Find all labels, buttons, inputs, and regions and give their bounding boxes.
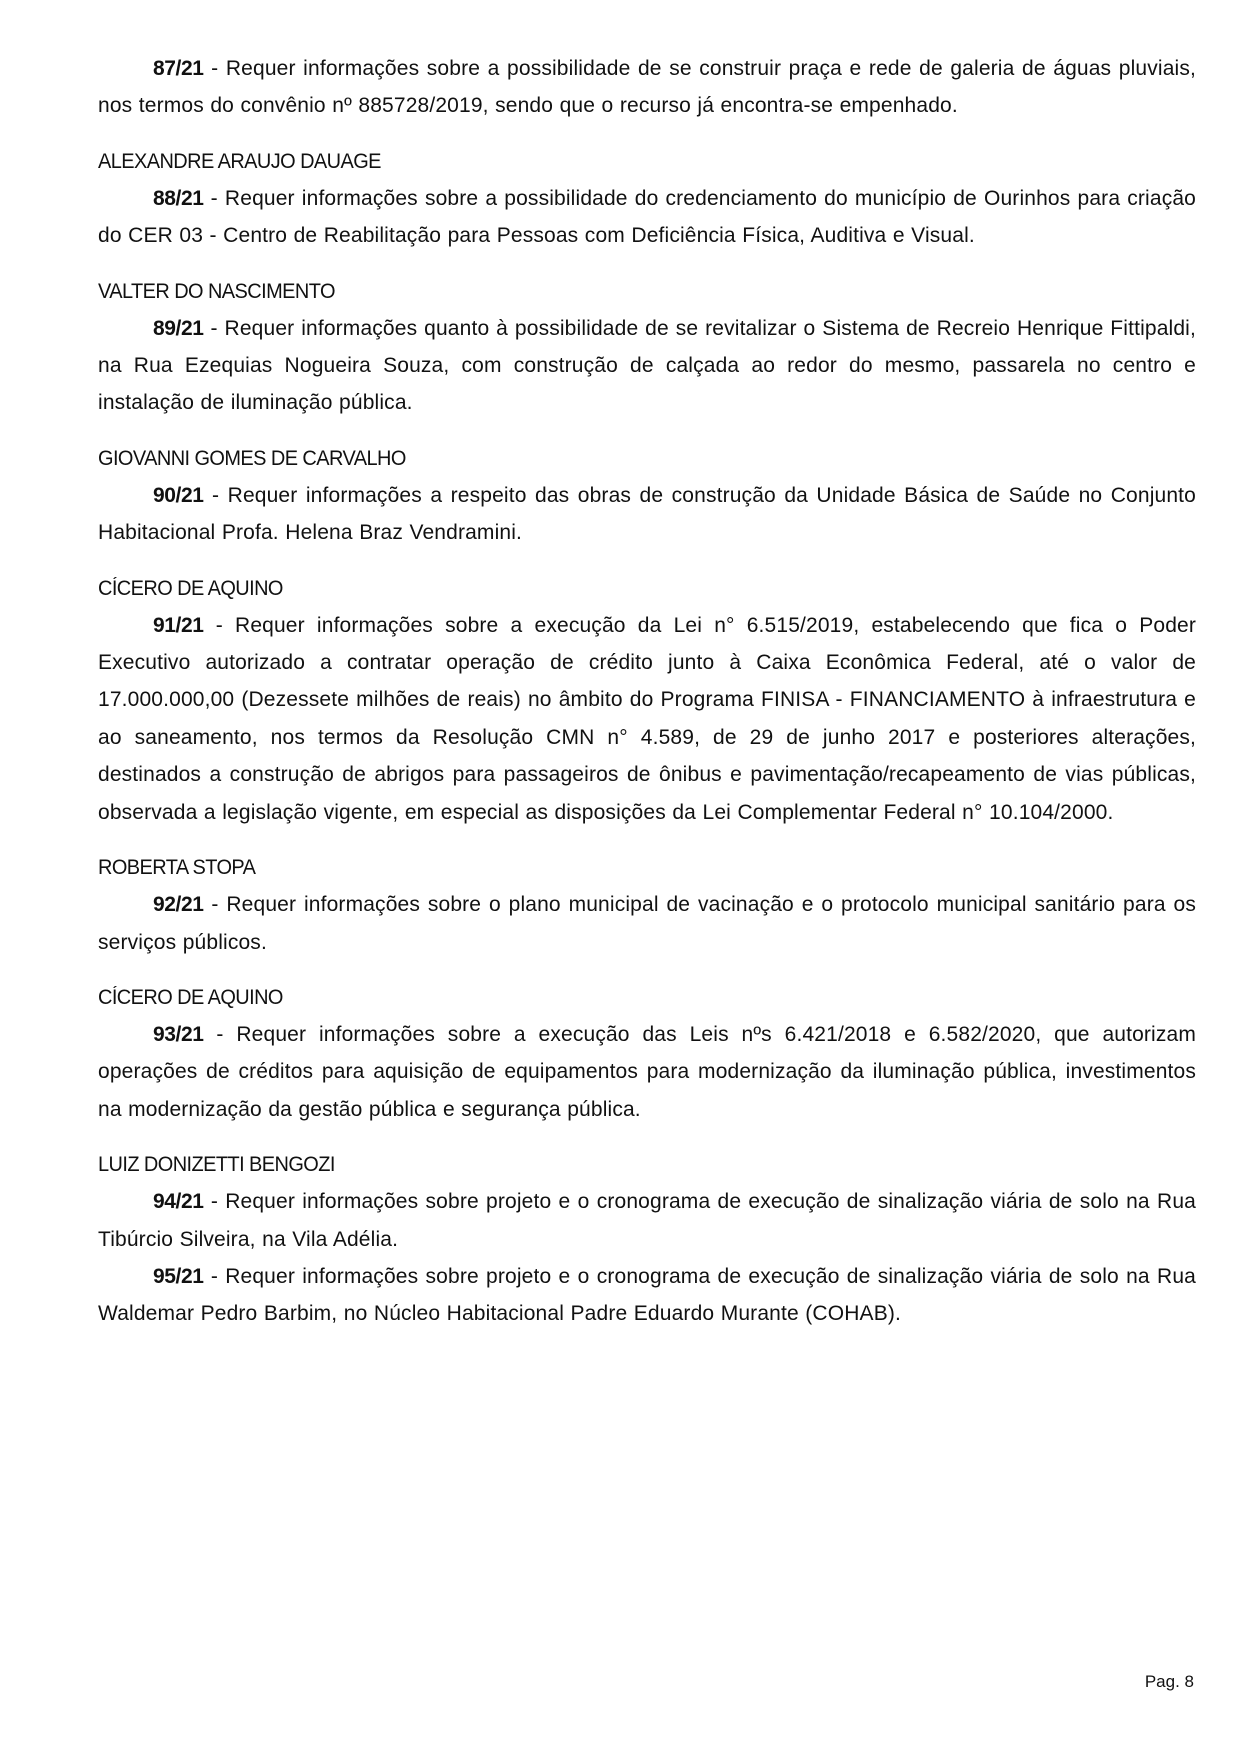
request-text: - Requer informações sobre a possibilidade de se construir praça e rede de galeria de águas pluviais, nos termos do convênio nº 885728/2019, sendo que o recurso já encontra-se empenhado. xyxy=(98,57,1196,118)
request-item-88 xyxy=(98,180,1196,255)
request-number: 93/21 xyxy=(153,1022,204,1046)
author-heading: GIOVANNI GOMES DE CARVALHO xyxy=(98,446,406,470)
section-roberta xyxy=(98,831,1196,961)
author-heading: ALEXANDRE ARAUJO DAUAGE xyxy=(98,149,381,173)
section-cicero-2 xyxy=(98,961,1196,1128)
author-heading: CÍCERO DE AQUINO xyxy=(98,576,283,600)
request-number: 92/21 xyxy=(153,893,204,917)
author-heading: CÍCERO DE AQUINO xyxy=(98,985,283,1009)
section-cicero-1 xyxy=(98,552,1196,831)
request-text: - Requer informações sobre a possibilidade do credenciamento do município de Ourinhos para criação do CER 03 - Centro de Reabilitação para Pessoas com Deficiência Física, Auditiva e Visual. xyxy=(98,186,1196,248)
request-text: - Requer informações sobre a execução da Lei n° 6.515/2019, estabelecendo que fica o Poder Executivo autorizado a contratar operação de crédito junto à Caixa Econômica Federal, até o valor de 17.000.000,00 (Dezessete milhões de reais) no âmbito do Programa FINISA - FINANCIAMENTO à infraestrutura e ao saneamento, nos termos da Resolução CMN n° 4.589, de 29 de junho 2017 e posteriores alterações, destinados a construção de abrigos para passageiros de ônibus e pavimentação/recapeamento de vias públicas, observada a legislação vigente, em especial as disposições da Lei Complementar Federal n° 10.104/2000. xyxy=(98,613,1196,824)
request-item-90 xyxy=(98,477,1196,552)
request-text: - Requer informações sobre projeto e o cronograma de execução de sinalização viária de solo na Rua Waldemar Pedro Barbim, no Núcleo Habitacional Padre Eduardo Murante (COHAB). xyxy=(98,1264,1196,1326)
section-giovanni xyxy=(98,422,1196,552)
request-item-91 xyxy=(98,607,1196,831)
request-item-87 xyxy=(98,50,1196,125)
request-text: - Requer informações sobre projeto e o cronograma de execução de sinalização viária de solo na Rua Tibúrcio Silveira, na Vila Adélia. xyxy=(98,1190,1196,1251)
request-number: 90/21 xyxy=(153,483,204,507)
request-item-92 xyxy=(98,886,1196,961)
request-number: 87/21 xyxy=(153,57,204,80)
author-heading: ROBERTA STOPA xyxy=(98,856,256,880)
section-luiz xyxy=(98,1128,1196,1333)
request-number: 94/21 xyxy=(153,1190,204,1214)
request-number: 89/21 xyxy=(153,316,204,340)
section-alexandre xyxy=(98,125,1196,255)
request-text: - Requer informações a respeito das obras de construção da Unidade Básica de Saúde no Conjunto Habitacional Profa. Helena Braz Vendramini. xyxy=(98,483,1196,545)
document-body xyxy=(98,50,1196,1333)
request-item-93 xyxy=(98,1016,1196,1128)
section-87 xyxy=(98,50,1196,125)
page-number: Pag. 8 xyxy=(1144,1672,1194,1691)
request-text: - Requer informações sobre a execução das Leis nºs 6.421/2018 e 6.582/2020, que autorizam operações de créditos para aquisição de equipamentos para modernização da iluminação pública, investimentos na modernização da gestão pública e segurança pública. xyxy=(98,1022,1196,1121)
request-item-95 xyxy=(98,1258,1196,1333)
section-valter xyxy=(98,255,1196,422)
author-heading: VALTER DO NASCIMENTO xyxy=(98,279,335,303)
request-text: - Requer informações quanto à possibilidade de se revitalizar o Sistema de Recreio Henrique Fittipaldi, na Rua Ezequias Nogueira Souza, com construção de calçada ao redor do mesmo, passarela no centro e instalação de iluminação pública. xyxy=(98,316,1196,415)
request-item-89 xyxy=(98,310,1196,422)
request-number: 91/21 xyxy=(153,613,204,637)
author-heading: LUIZ DONIZETTI BENGOZI xyxy=(98,1153,335,1177)
request-item-94 xyxy=(98,1183,1196,1258)
request-number: 95/21 xyxy=(153,1264,204,1288)
request-number: 88/21 xyxy=(153,186,204,210)
request-text: - Requer informações sobre o plano municipal de vacinação e o protocolo municipal sanitário para os serviços públicos. xyxy=(98,893,1196,954)
